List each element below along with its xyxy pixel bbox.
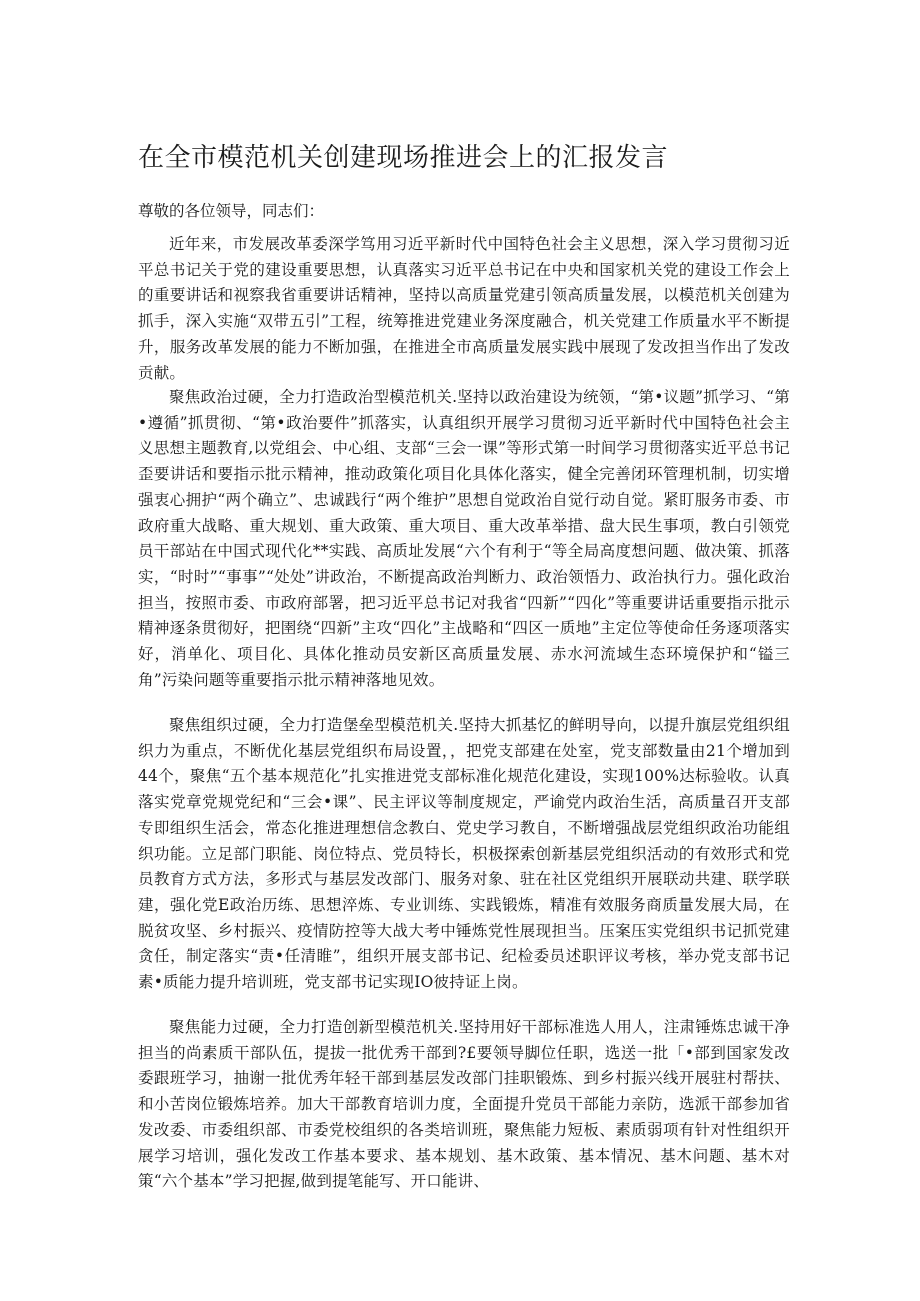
paragraph-political: 聚焦政治过硬，全力打造政治型模范机关.坚持以政治建设为统领，“第•议题”抓学习、“第•遵循”抓贯彻、“第•政治要件”抓落实，认真组织开展学习贯彻习近平新时代中国特色社会主义思想主题教育,以党组会、中心组、支部“三会一课”等形式第一时间学习贯彻落实近平总书记歪要讲话和要指示批示精神，推动政策化项目化具体化落实，健全完善闭环管理机制，切实增强衷心拥护“两个确立”、忠诚践行“两个维护”思想自觉政治自觉行动自觉。紧盯服务市委、市政府重大战略、重大规划、重大政策、重大项目、重大改革举措、盘大民生事项，教白引领党员干部站在中国式现代化**实践、高质址发展“六个有利于“等全局高度想问题、做决策、抓落实，“时时”“事事”“处处”讲政治，不断提高政治判断力、政治领悟力、政治执行力。强化政治担当，按照市委、市政府部署，把习近平总书记对我省“四新”“四化”等重要讲话重要指示批示精神逐条贯彻好，把圉绕“四新”主攻“四化”主战略和“四区一质地”主定位等使命任务逐项落实好，消单化、项目化、具体化推动员安新区高质量发展、赤水河流域生态环境保护和“镒三角”污染问题等重要指示批示精神落地见效。	[138, 388, 790, 689]
salutation: 尊敬的各位领导，同志们：	[138, 202, 325, 220]
paragraph-organizational: 聚焦组织过硬，全力打造堡垒型模范机关.坚持大抓基忆的鲜明导向，以提升旗层党组织组织力为重点，不断优化基层党组织布局设置，，把党支部建在处室，党支部数量由21个增加到44个，聚焦“五个基本规范化”扎实推进党支部标准化规范化建设，实现100%达标验收。认真落实党章党规党纪和“三会•课”、民主评议等制度规定，严谕党内政治生活，高质量召开支部专即组织生活会，常态化推进理想信念教白、党史学习教自，不断增强战层党组织政治功能组织功能。立足部门职能、岗位特点、党员特长，枳极探索创新基层党组织活动的有效形式和党员教育方式方法，多形式与基层发改部门、服务对象、驻在社区党组织开展联动共建、联学联建，强化党E政治历练、思想淬炼、专业训练、实践锻炼，精准有效服务商质量发展大局，在脱贫攻坚、乡村振兴、疫情防控等大战大考中锤炼党性展现担当。压案压实党组织书记抓党建贪任，制定落实“责•任清睢”，组织开展支部书记、纪检委员述职评议考核，举办党支部书记素•质能力提升培训班，党支部书记实现IO彼持证上岗。	[138, 716, 790, 992]
document-title: 在全市模范机关创建现场推进会上的汇报发言	[138, 143, 669, 173]
paragraph-intro: 近年来，市发展改革委深学笃用习近平新时代中国特色社会主义思想，深入学习贯彻习近平总书记关于党的建设重要思想，认真落实习近平总书记在中央和国家机关党的建设工作会上的重要讲话和视察我省重要讲话精神，坚持以高质量党建引领高质量发展，以模范机关创建为抓手，深入实施“双带五引”工程，统筹推进党建业务深度融合，机关党建工作质量水平不断提升，服务改革发展的能力不断加强，在推进全市高质量发展实践中展现了发改担当作出了发改贡献。	[138, 235, 790, 382]
paragraph-capability: 聚焦能力过硬，全力打造创新型模范机关.坚持用好干部标准选人用人，注肃锤炼忠诚干净担当的尚素质干部队伍，提拔一批优秀干部到?£要领导脚位任职，选送一批「•部到国家发改委跟班学习，抽谢一批优秀年轻干部到基层发改部门挂职锻炼、到乡村振兴线开展驻村帮扶、和小苦岗位锻炼培养。加大干部教育培训力度，全面提升党员干部能力亲防，选派干部参加省发改委、市委组织部、市委党校组织的各类培训班，聚焦能力短板、素质弱项有针对性组织开展学习培训，强化发改工作基本要求、基本规划、基木政策、基本情况、基木问题、基木对策“六个基本”学习把握,做到提笔能写、开口能讲、	[138, 1018, 790, 1191]
